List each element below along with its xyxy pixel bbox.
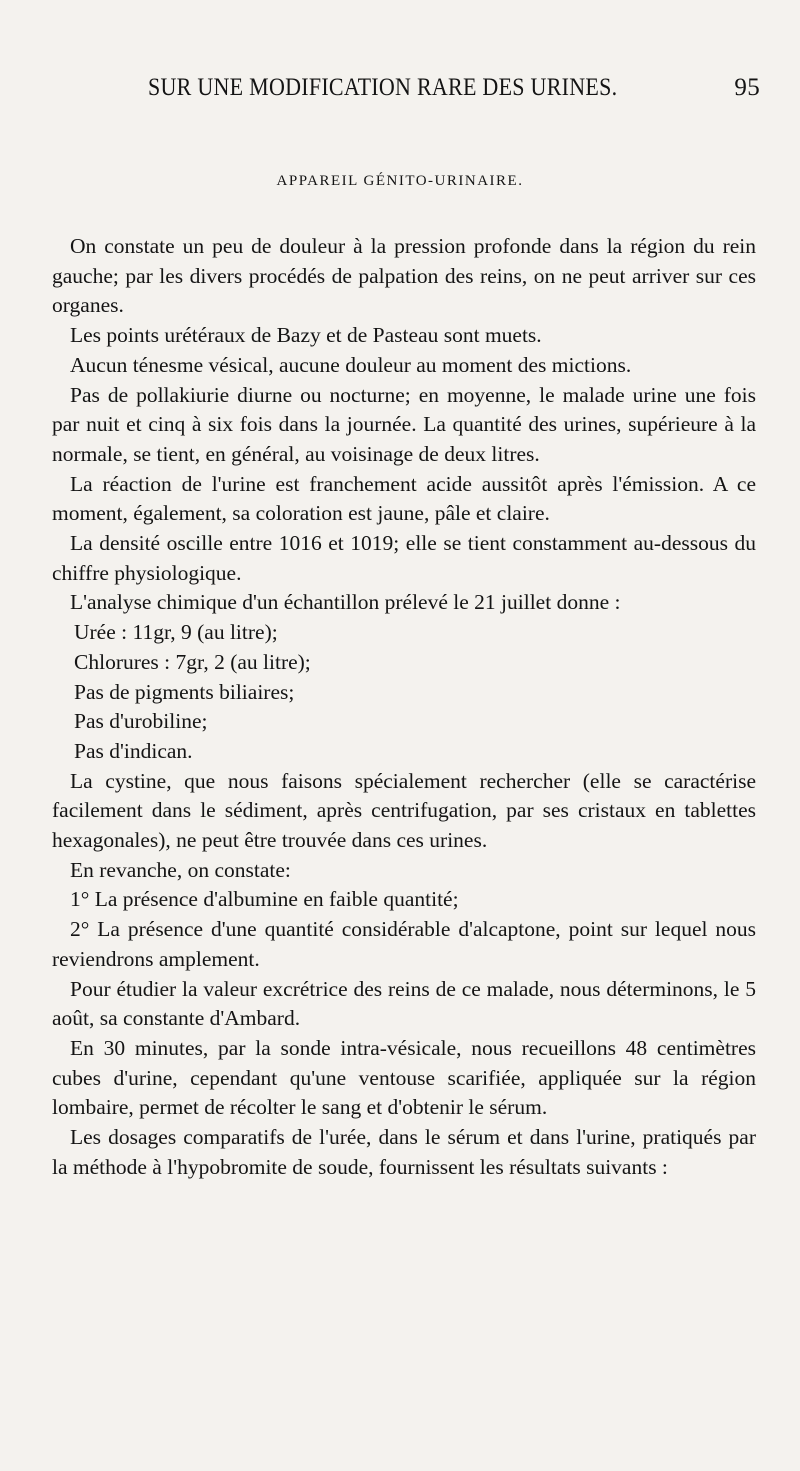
analysis-line: Chlorures : 7gr, 2 (au litre); [74, 649, 311, 674]
paragraph: On constate un peu de douleur à la pression profonde dans la région du rein gauche; par les divers procédés de palpation des reins, on ne peut arriver sur ces organes. [52, 234, 756, 318]
section-title: APPAREIL GÉNITO-URINAIRE. [276, 173, 524, 189]
paragraph: Aucun ténesme vésical, aucune douleur au moment des mictions. [70, 352, 632, 377]
paragraph: Les dosages comparatifs de l'urée, dans le sérum et dans l'urine, pratiqués par la méthode à l'hypobromite de soude, fournissent les résultats suivants : [52, 1125, 756, 1179]
paragraph: L'analyse chimique d'un échantillon prélevé le 21 juillet donne : [70, 590, 621, 615]
body-text [52, 232, 756, 1183]
paragraph: La réaction de l'urine est franchement acide aussitôt après l'émission. A ce moment, également, sa coloration est jaune, pâle et claire. [52, 471, 756, 526]
running-header [148, 74, 760, 102]
analysis-line: Pas de pigments biliaires; [74, 679, 295, 704]
paragraph: En revanche, on constate: [70, 857, 291, 882]
analysis-line: Urée : 11gr, 9 (au litre); [74, 620, 278, 645]
paragraph: Pas de pollakiurie diurne ou nocturne; en moyenne, le malade urine une fois par nuit et cinq à six fois dans la journée. La quantité des urines, supérieure à la normale, se tient, en général, au voisinage de deux litres. [52, 382, 756, 466]
analysis-line: Pas d'indican. [74, 738, 193, 763]
analysis-line: Pas d'urobiline; [74, 709, 208, 734]
running-title: SUR UNE MODIFICATION RARE DES URINES. [148, 74, 618, 101]
paragraph: En 30 minutes, par la sonde intra-vésicale, nous recueillons 48 centimètres cubes d'urine, cependant qu'une ventouse scarifiée, appliquée sur la région lombaire, permet de récolter le sang et d'obtenir le sérum. [52, 1035, 756, 1120]
paragraph: Pour étudier la valeur excrétrice des reins de ce malade, nous déterminons, le 5 août, sa constante d'Ambard. [52, 976, 756, 1031]
page-number: 95 [734, 74, 760, 101]
paragraph: Les points urétéraux de Bazy et de Pasteau sont muets. [70, 323, 542, 348]
paragraph: La cystine, que nous faisons spécialement rechercher (elle se caractérise facilement dans le sédiment, après centrifugation, par ses cristaux en tablettes hexagonales), ne peut être trouvée dans ces urines. [52, 768, 756, 853]
paragraph: La densité oscille entre 1016 et 1019; elle se tient constamment au-dessous du chiffre physiologique. [52, 531, 756, 585]
list-item: 1° La présence d'albumine en faible quantité; [70, 887, 459, 912]
list-item: 2° La présence d'une quantité considérable d'alcaptone, point sur lequel nous reviendrons amplement. [52, 917, 756, 971]
